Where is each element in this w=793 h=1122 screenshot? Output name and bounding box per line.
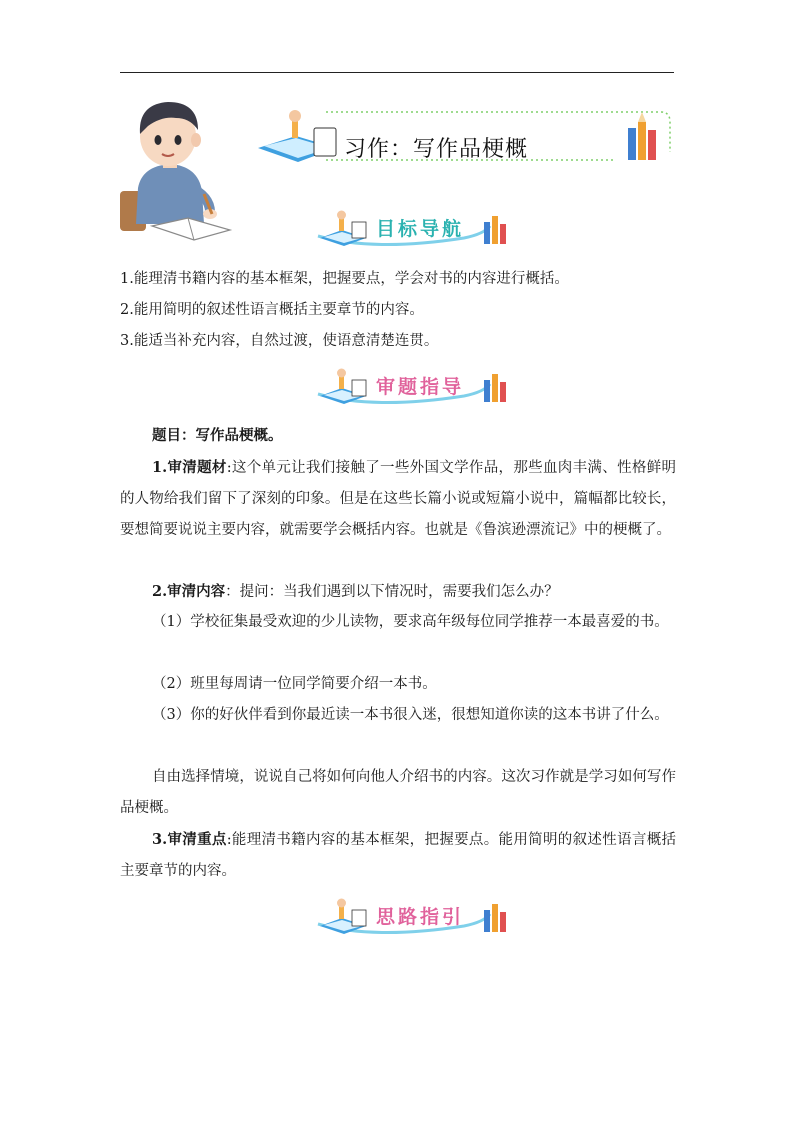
- section-title-review: 审题指导: [376, 376, 465, 398]
- page-title: 习作：写作品梗概: [344, 137, 529, 162]
- section-header-goals: [314, 208, 510, 248]
- review-summary: 自由选择情境，说说自己将如何向他人介绍书的内容。这次习作就是学习如何写作品梗概。: [120, 769, 676, 816]
- section-title-goals: 目标导航: [376, 218, 465, 240]
- goal-item-3: 3.能适当补充内容，自然过渡，使语意清楚连贯。: [120, 333, 439, 349]
- review-item-3-label: 3.审清重点: [152, 831, 227, 848]
- section-header-review: [314, 366, 510, 406]
- section-title-ideas: 思路指引: [376, 906, 465, 928]
- header-rule: [120, 72, 674, 73]
- goal-item-1: 1.能理清书籍内容的基本框架，把握要点，学会对书的内容进行概括。: [120, 271, 569, 287]
- review-item-3-text: :能理清书籍内容的基本框架，把握要点。能用简明的叙述性语言概括主要章节的内容。: [120, 832, 677, 879]
- review-item-2: [120, 576, 676, 608]
- boy-writing-illustration: [118, 96, 233, 246]
- review-topic: 题目：写作品梗概。: [152, 427, 283, 444]
- review-item-2-label: 2.审清内容: [152, 583, 226, 600]
- review-item-1: [120, 452, 676, 546]
- goal-item-2: 2.能用简明的叙述性语言概括主要章节的内容。: [120, 302, 424, 318]
- review-item-1-text: :这个单元让我们接触了一些外国文学作品，那些血肉丰满、性格鲜明的人物给我们留下了深刻的印象。但是在这些长篇小说或短篇小说中，篇幅都比较长，要想简要说说主要内容，就需要学会概括内容。也就是《鲁滨逊漂流记》中的梗概了。: [120, 460, 677, 538]
- review-case-3: （3）你的好伙伴看到你最近读一本书很入迷，很想知道你读的这本书讲了什么。: [152, 707, 669, 723]
- review-item-3: [120, 824, 676, 887]
- review-case-2: （2）班里每周请一位同学简要介绍一本书。: [152, 676, 437, 692]
- review-item-2-text: ：提问：当我们遇到以下情况时，需要我们怎么办？: [225, 584, 559, 600]
- section-header-ideas: [314, 896, 510, 936]
- review-case-1: （1）学校征集最受欢迎的少儿读物，要求高年级每位同学推荐一本最喜爱的书。: [152, 614, 669, 630]
- review-item-1-label: 1.审清题材: [152, 459, 227, 476]
